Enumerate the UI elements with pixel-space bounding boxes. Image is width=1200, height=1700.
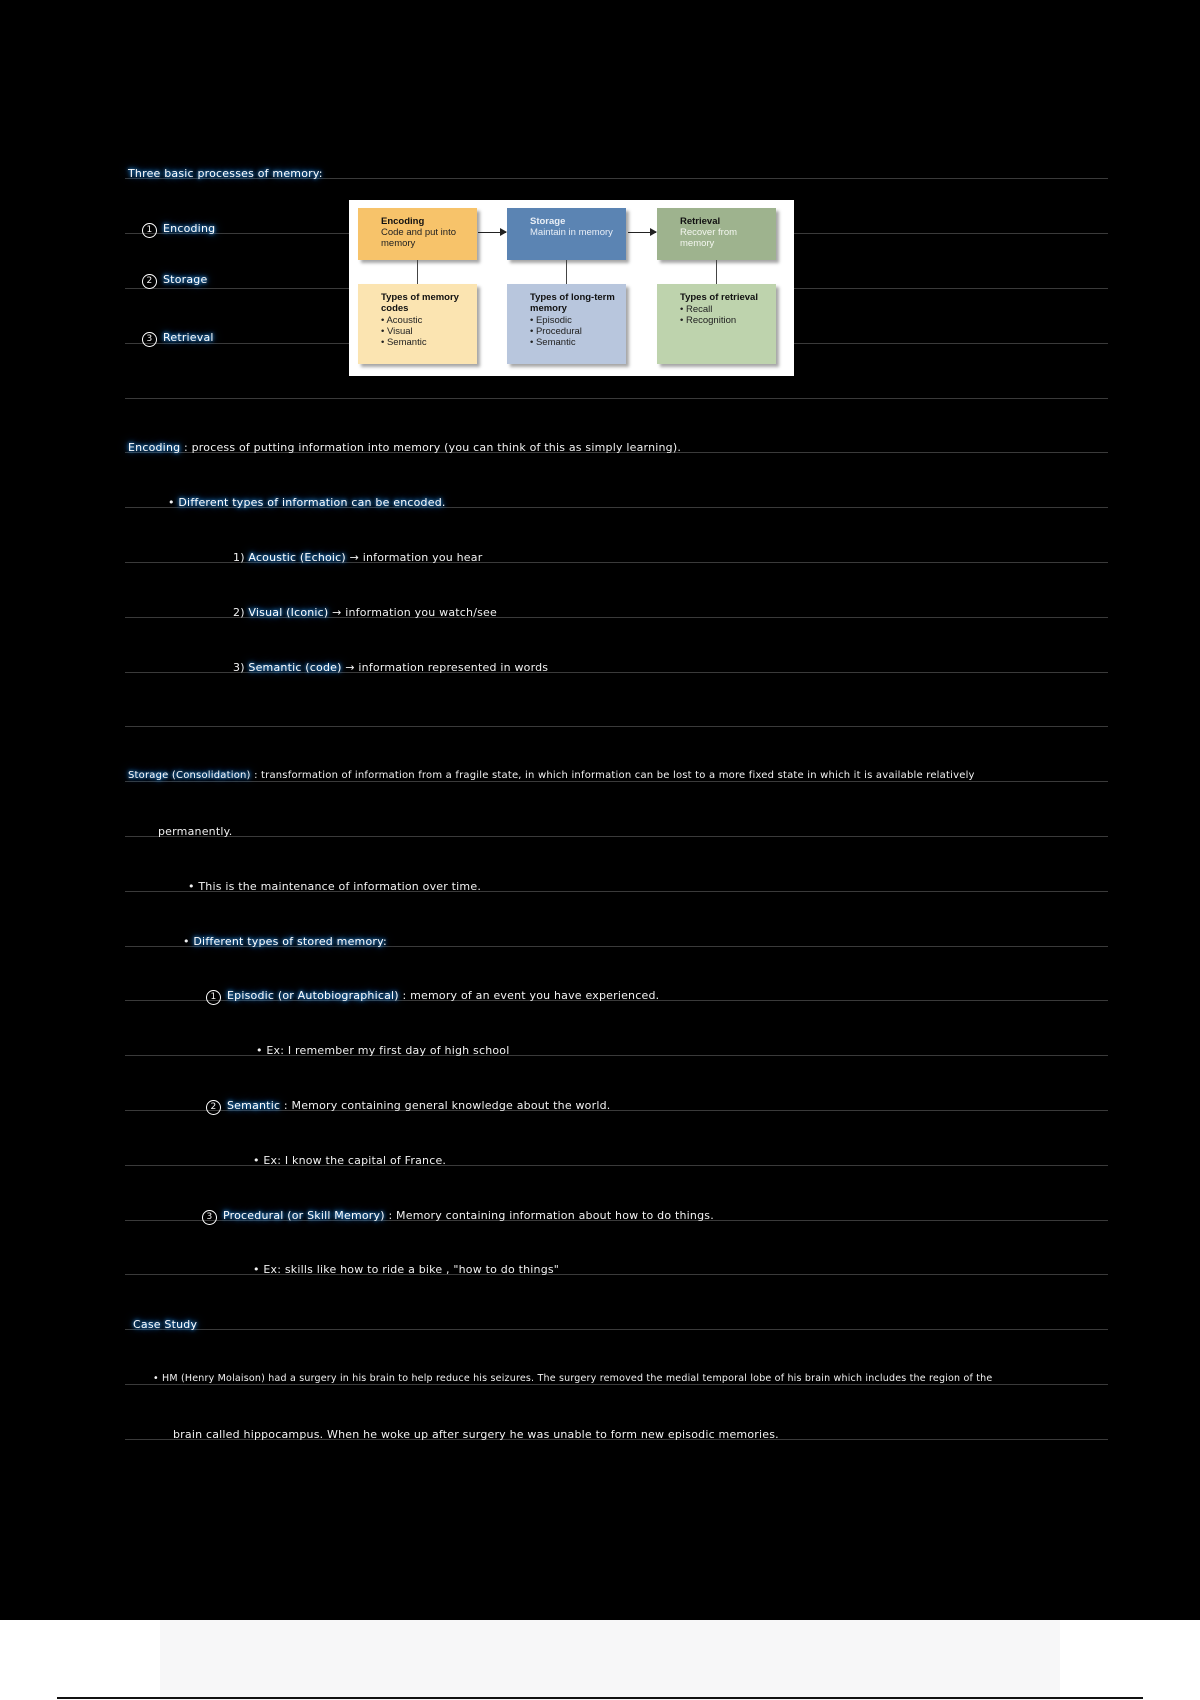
example-text: Ex: I know the capital of France.	[263, 1154, 447, 1167]
storage-types-heading: • Different types of stored memory:	[183, 935, 387, 948]
ruled-line	[125, 726, 1108, 727]
storage-bullet: • This is the maintenance of information over time.	[188, 880, 482, 893]
storage-box	[507, 208, 626, 260]
retrieval-types-box	[657, 284, 776, 364]
heading-text: Different types of information can be encoded.	[178, 496, 446, 509]
number-circle: 2	[142, 274, 157, 289]
box-list	[680, 304, 768, 326]
process-label: Storage	[163, 273, 208, 286]
list-item: • Acoustic	[381, 315, 469, 326]
item-text: : Memory containing general knowledge about the world.	[283, 1099, 611, 1112]
box-list	[381, 315, 469, 348]
storage-type-item	[206, 989, 659, 1005]
case-study-line: HM (Henry Molaison) had a surgery in his brain to help reduce his seizures. The surgery removed the medial temporal lobe of his brain which includes the region of the	[162, 1373, 993, 1384]
definition-text: : process of putting information into memory (you can think of this as simply learning).	[184, 441, 682, 454]
ruled-line	[125, 836, 1108, 837]
storage-type-example: • Ex: I know the capital of France.	[253, 1154, 447, 1167]
term: Storage (Consolidation)	[128, 770, 251, 781]
encoding-type-item	[233, 606, 497, 619]
connector-line	[566, 260, 567, 284]
storage-type-item	[206, 1099, 610, 1115]
list-item: • Semantic	[381, 337, 469, 348]
process-item	[142, 273, 207, 289]
arrow-right-icon	[478, 232, 506, 233]
example-text: Ex: I remember my first day of high school	[266, 1044, 510, 1057]
number-circle: 1	[142, 223, 157, 238]
box-subtitle: Recover from memory	[680, 227, 738, 249]
number-circle: 2	[206, 1100, 221, 1115]
box-subtitle: Code and put into memory	[381, 227, 457, 249]
storage-type-item	[202, 1209, 714, 1225]
memory-codes-box	[358, 284, 477, 364]
box-title: Types of memory codes	[381, 292, 459, 314]
box-title: Storage	[530, 216, 566, 227]
case-study-text-continued: brain called hippocampus. When he woke up after surgery he was unable to form new episodic memories.	[173, 1428, 779, 1441]
item-number: 3)	[233, 661, 245, 674]
footer-panel	[160, 1620, 1060, 1700]
term: Procedural (or Skill Memory)	[223, 1209, 385, 1222]
term: Semantic	[227, 1099, 281, 1112]
process-label: Retrieval	[163, 331, 214, 344]
item-text: → information you watch/see	[332, 606, 497, 619]
storage-definition	[128, 770, 975, 781]
box-title: Types of retrieval	[680, 292, 758, 303]
encoding-definition	[128, 441, 681, 454]
ruled-line	[125, 1384, 1108, 1385]
memory-process-diagram	[349, 200, 794, 376]
footer-divider	[57, 1697, 1143, 1699]
long-term-memory-box	[507, 284, 626, 364]
term: Visual (Iconic)	[248, 606, 329, 619]
example-text: Ex: skills like how to ride a bike , "how to do things"	[263, 1263, 560, 1276]
box-title: Retrieval	[680, 216, 721, 227]
item-number: 1)	[233, 551, 245, 564]
number-circle: 1	[206, 990, 221, 1005]
retrieval-box	[657, 208, 776, 260]
box-title: Encoding	[381, 216, 425, 227]
list-item: • Recall	[680, 304, 768, 315]
storage-type-example: • Ex: I remember my first day of high school	[256, 1044, 510, 1057]
box-subtitle: Maintain in memory	[530, 227, 613, 238]
definition-text: : transformation of information from a fragile state, in which information can be lost to a more fixed state in which it is available relatively	[254, 770, 975, 781]
item-number: 2)	[233, 606, 245, 619]
storage-type-example: • Ex: skills like how to ride a bike , "how to do things"	[253, 1263, 560, 1276]
encoding-types-heading: • Different types of information can be encoded.	[168, 496, 446, 509]
encoding-box	[358, 208, 477, 260]
item-text: : memory of an event you have experienced.	[402, 989, 660, 1002]
processes-heading: Three basic processes of memory:	[128, 167, 323, 180]
heading-text: Different types of stored memory:	[193, 935, 387, 948]
number-circle: 3	[142, 332, 157, 347]
case-study-heading: Case Study	[133, 1318, 198, 1331]
encoding-type-item	[233, 661, 548, 674]
number-circle: 3	[202, 1210, 217, 1225]
case-study-text: • HM (Henry Molaison) had a surgery in his brain to help reduce his seizures. The surgery removed the medial temporal lobe of his brain which includes the region of the	[153, 1373, 993, 1384]
item-text: : Memory containing information about how to do things.	[388, 1209, 714, 1222]
box-title: Types of long-term memory	[530, 292, 615, 314]
storage-definition-continued: permanently.	[158, 825, 233, 838]
ruled-line	[125, 1329, 1108, 1330]
item-text: → information you hear	[349, 551, 483, 564]
list-item: • Episodic	[530, 315, 618, 326]
term: Encoding	[128, 441, 181, 454]
connector-line	[417, 260, 418, 284]
process-label: Encoding	[163, 222, 216, 235]
list-item: • Procedural	[530, 326, 618, 337]
term: Semantic (code)	[248, 661, 342, 674]
bullet-text: This is the maintenance of information over time.	[198, 880, 482, 893]
arrow-right-icon	[628, 232, 656, 233]
list-item: • Visual	[381, 326, 469, 337]
ruled-line	[125, 781, 1108, 782]
list-item: • Recognition	[680, 315, 768, 326]
term: Acoustic (Echoic)	[248, 551, 346, 564]
box-list	[530, 315, 618, 348]
encoding-type-item	[233, 551, 482, 564]
connector-line	[716, 260, 717, 284]
term: Episodic (or Autobiographical)	[227, 989, 399, 1002]
list-item: • Semantic	[530, 337, 618, 348]
item-text: → information represented in words	[345, 661, 549, 674]
process-item	[142, 331, 214, 347]
ruled-line	[125, 398, 1108, 399]
process-item	[142, 222, 215, 238]
